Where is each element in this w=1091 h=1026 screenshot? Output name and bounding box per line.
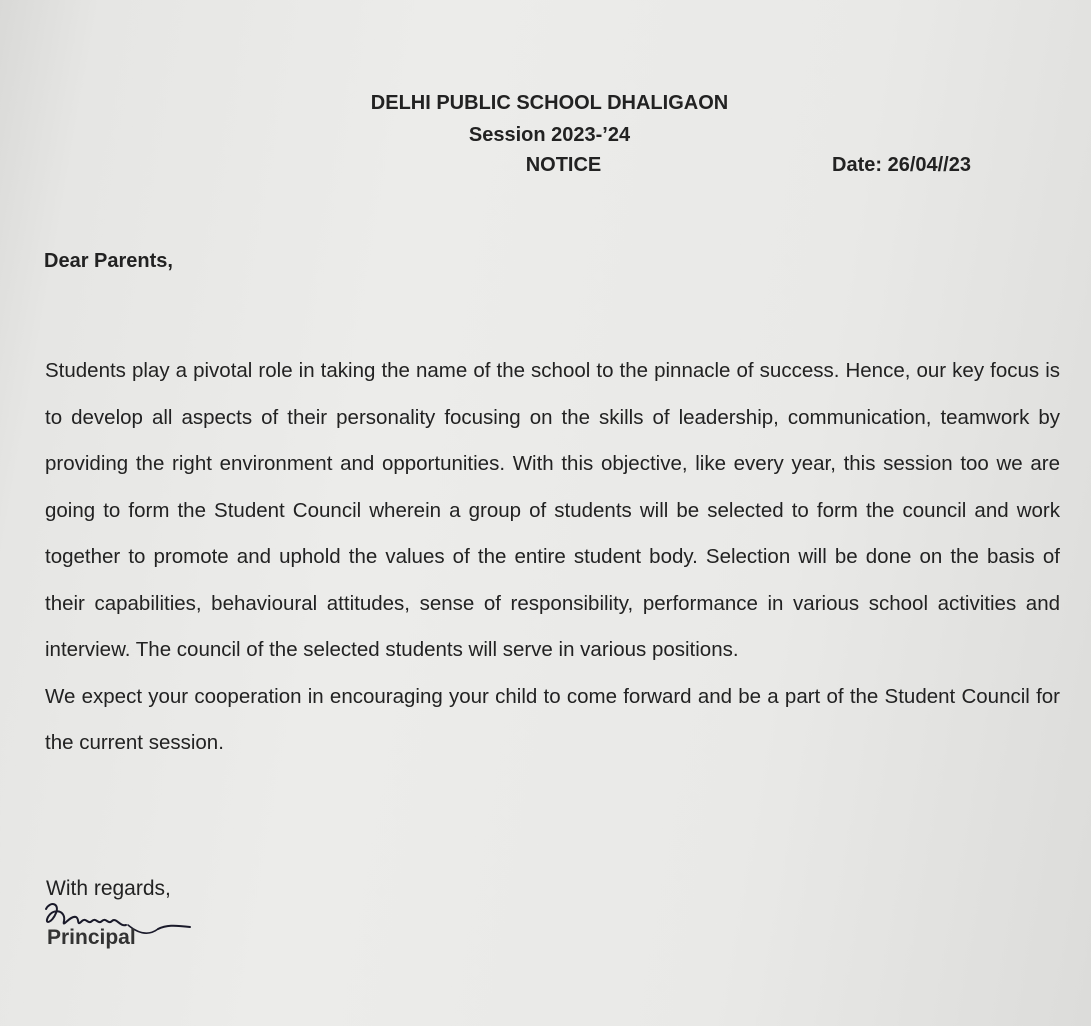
notice-title: NOTICE [525, 154, 602, 176]
date-line [832, 154, 971, 177]
body-paragraph: Students play a pivotal role in taking the name of the school to the pinnacle of success. Hence, our key focus is to develop all aspects of their personality focusing on the skills of leadership, communication, teamwork by providing the right environment and opportunities. With this objective, like every year, this session too we are going to form the Student Council wherein a group of students will be selected to form the council and work together to promote and uphold the values of the entire student body. Selection will be done on the basis of their capabilities, behavioural attitudes, sense of responsibility, performance in various school activities and interview. The council of the selected students will serve in various positions. [45, 359, 1060, 661]
school-name: DELHI PUBLIC SCHOOL DHALIGAON [370, 92, 729, 114]
session-line: Session 2023-’24 [468, 124, 631, 146]
notice-body [45, 348, 1060, 767]
date-label: Date: [832, 154, 883, 176]
date-value: 26/04//23 [887, 154, 971, 176]
principal-designation: Principal [47, 926, 136, 949]
body-paragraph: We expect your cooperation in encouraging your child to come forward and be a part of the Student Council for the current session. [45, 684, 1060, 754]
salutation: Dear Parents, [44, 250, 173, 272]
closing: With regards, [46, 877, 171, 900]
